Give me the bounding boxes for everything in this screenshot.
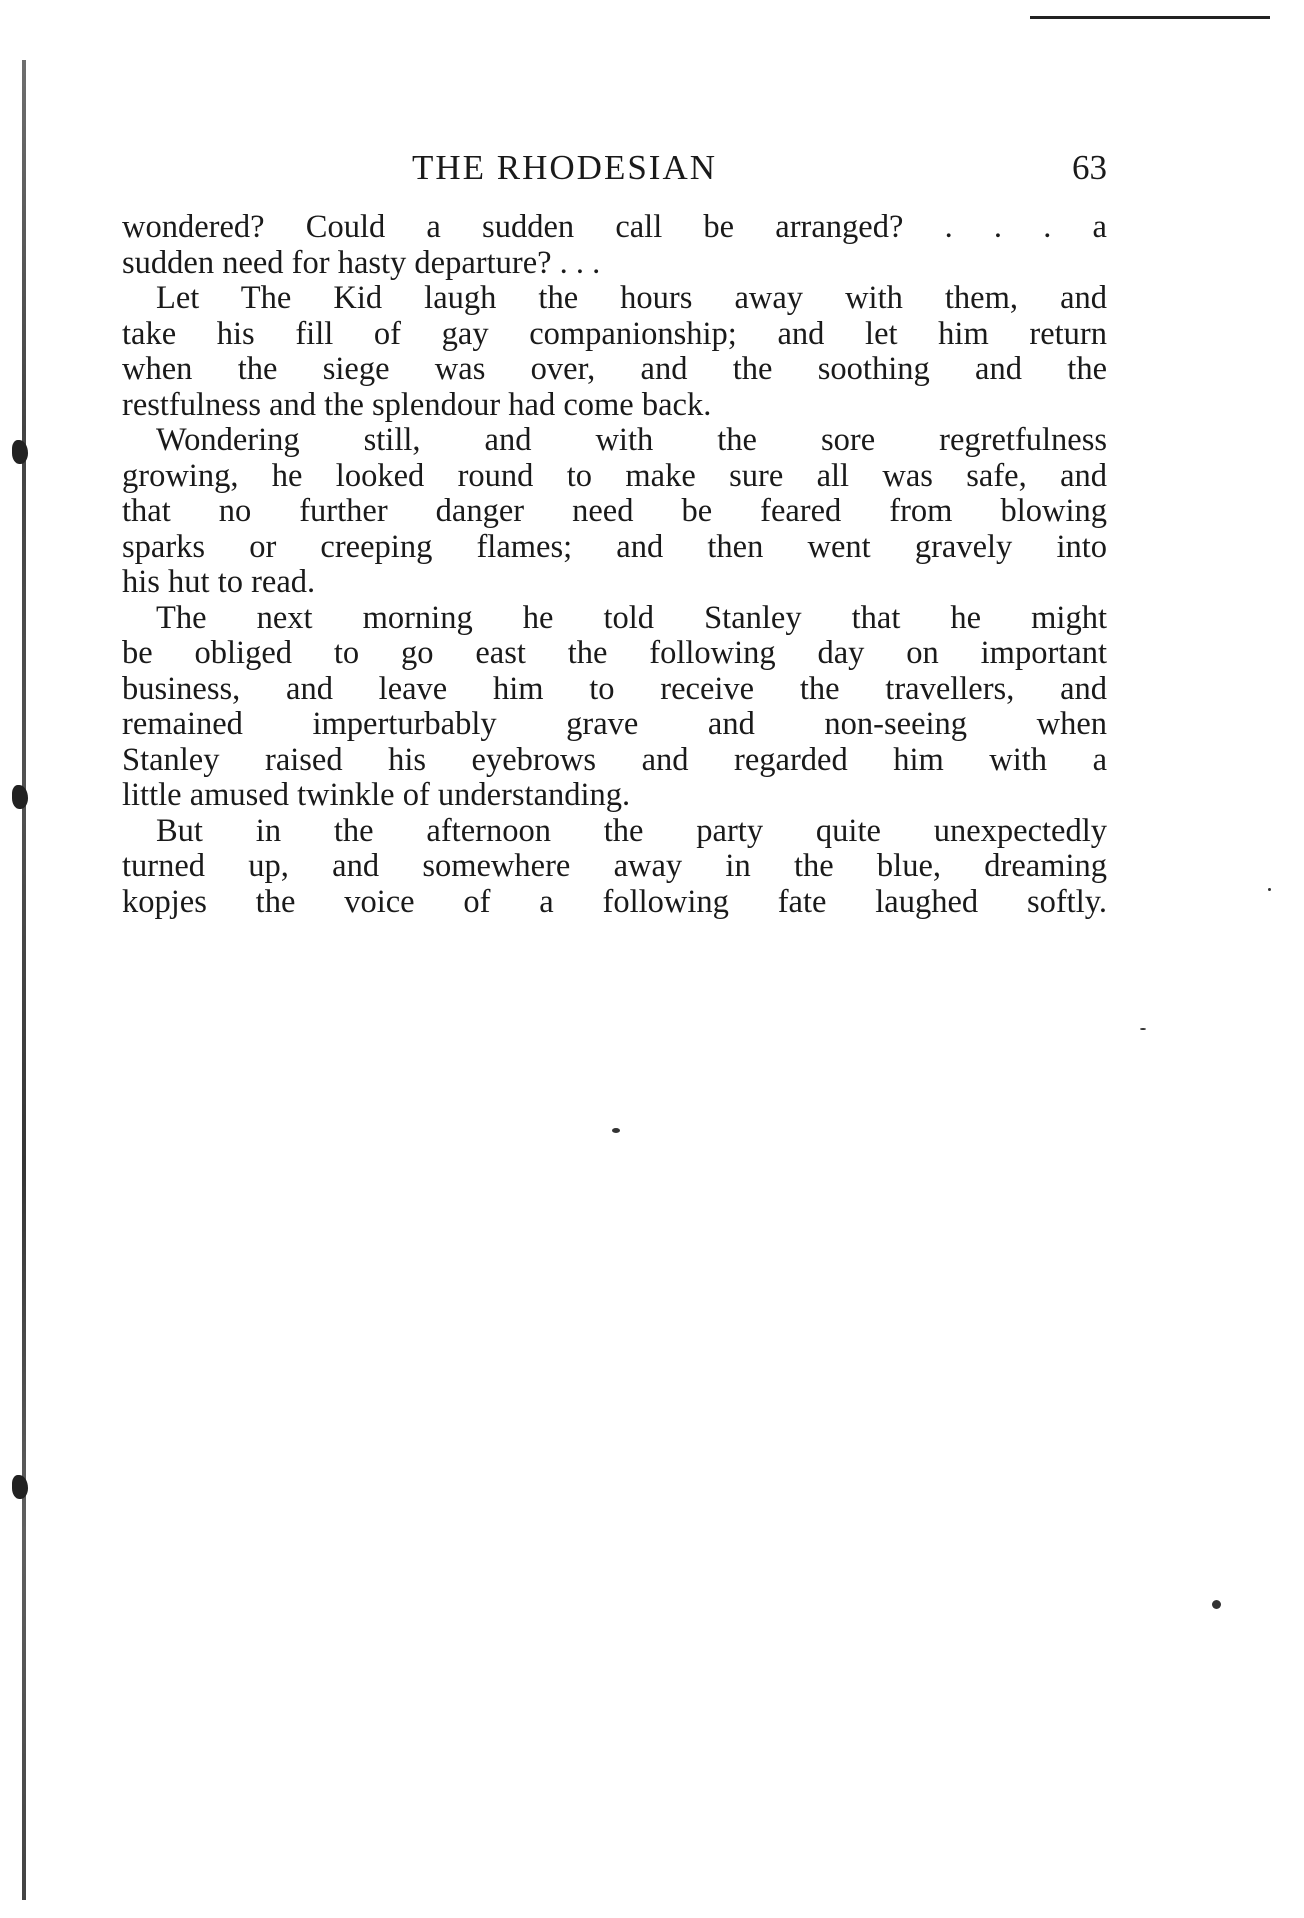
running-title: THE RHODESIAN xyxy=(412,148,718,187)
paper-speck xyxy=(1212,1600,1221,1609)
text-line: kopjes the voice of a following fate laughed softly. xyxy=(122,883,1107,920)
text-line: sudden need for hasty departure? . . . xyxy=(122,244,601,281)
text-line: restfulness and the splendour had come back. xyxy=(122,386,712,423)
text-line: wondered? Could a sudden call be arranged? . . . a xyxy=(122,209,1107,245)
text-line: little amused twinkle of understanding. xyxy=(122,777,631,813)
text-line: sparks or creeping flames; and then went gravely into xyxy=(122,528,1107,565)
text-line: business, and leave him to receive the travellers, and xyxy=(122,670,1107,707)
binding-mark xyxy=(12,440,28,464)
body-text xyxy=(122,210,1107,920)
text-line: growing, he looked round to make sure all was safe, and xyxy=(122,457,1107,494)
paper-speck xyxy=(1268,888,1271,891)
text-line: The next morning he told Stanley that he might xyxy=(156,599,1107,636)
text-line: Let The Kid laugh the hours away with them, and xyxy=(156,280,1107,316)
top-rule xyxy=(1030,16,1270,19)
text-line: that no further danger need be feared from blowing xyxy=(122,493,1107,529)
binding-mark xyxy=(12,785,28,809)
text-line: his hut to read. xyxy=(122,564,316,600)
text-line: when the siege was over, and the soothing and the xyxy=(122,351,1107,387)
text-line: remained imperturbably grave and non-seeing when xyxy=(122,706,1107,742)
text-line: be obliged to go east the following day on important xyxy=(122,635,1107,671)
paper-speck xyxy=(1140,1028,1146,1030)
text-line: Stanley raised his eyebrows and regarded him with a xyxy=(122,741,1107,778)
page-number: 63 xyxy=(1072,148,1107,187)
text-line: take his fill of gay companionship; and let him return xyxy=(122,315,1107,352)
text-line: But in the afternoon the party quite unexpectedly xyxy=(156,812,1107,849)
binding-edge xyxy=(22,60,26,1900)
running-header xyxy=(122,148,1107,194)
text-line: Wondering still, and with the sore regretfulness xyxy=(156,422,1107,458)
paper-speck xyxy=(612,1128,620,1133)
binding-mark xyxy=(12,1475,28,1499)
text-line: turned up, and somewhere away in the blue, dreaming xyxy=(122,848,1107,884)
